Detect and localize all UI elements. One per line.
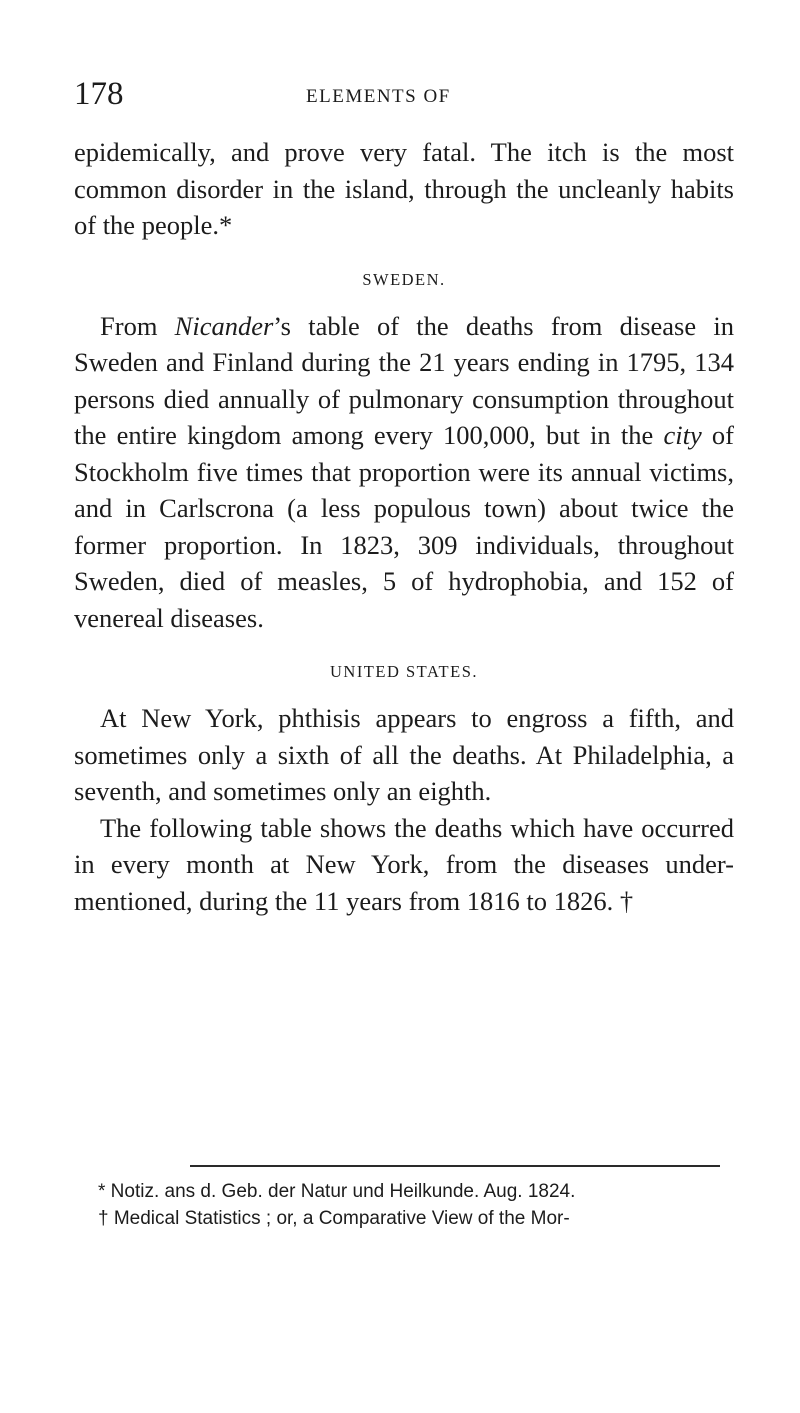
running-head: ELEMENTS OF xyxy=(306,86,451,107)
section-heading-united-states: UNITED STATES. xyxy=(329,662,478,681)
paragraph-following-table: The following table shows the deaths which have occurred in every month at New York, from the diseases under-mentioned, during the 11 years from 1816 to 1826. † xyxy=(74,812,734,916)
paragraph-nicander-text-c: of Stockholm five times that proportion were its annual victims, and in Carlscrona (a less populous town) about twice the former proportion. In 1823, 309 individuals, throughout Sweden, died of measles, 5 of hydrophobia, and 152 of venereal diseases. xyxy=(74,420,734,633)
author-name-nicander: Nicander xyxy=(174,310,274,341)
page-number: 178 xyxy=(74,76,124,112)
footnote-1: * Notiz. ans d. Geb. der Natur und Heilkunde. Aug. 1824. xyxy=(98,1181,576,1202)
italic-word-city: city xyxy=(663,420,702,450)
paragraph-new-york-phthisis: At New York, phthisis appears to engross a fifth, and sometimes only a sixth of all the deaths. At Philadelphia, a seventh, and sometimes only an eighth. xyxy=(74,703,734,806)
paragraph-nicander-text-b: ’s table of the deaths from disease in Sweden and Finland during the 21 years ending in 1795, 134 persons died annually of pulmonary consumption throughout the entire kingdom among every 100,000, but in the xyxy=(74,310,734,450)
paragraph-nicander-text-a: From xyxy=(100,310,175,341)
paragraph-epidemically: epidemically, and prove very fatal. The itch is the most common disorder in the island, through the uncleanly habits of the people.* xyxy=(74,137,734,240)
section-heading-sweden: SWEDEN. xyxy=(362,269,446,289)
body-text xyxy=(74,134,734,919)
footnote-divider xyxy=(190,1165,720,1167)
page-header xyxy=(74,76,734,116)
footnotes xyxy=(74,1178,734,1232)
footnote-2: † Medical Statistics ; or, a Comparative View of the Mor- xyxy=(98,1208,570,1229)
paragraph-nicander xyxy=(74,308,734,637)
